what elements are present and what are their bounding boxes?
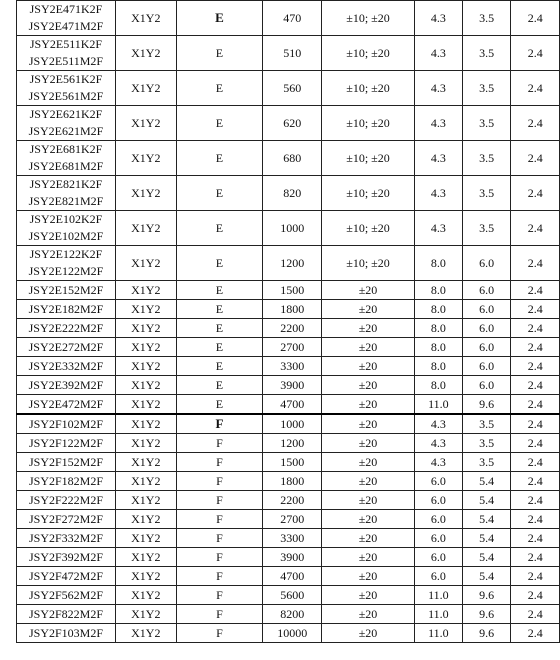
tolerance-cell: ±10; ±20 — [322, 211, 415, 246]
tolerance-cell: ±10; ±20 — [322, 176, 415, 211]
class-cell: X1Y2 — [115, 395, 176, 415]
capacitor-part-table — [16, 0, 560, 643]
part-number: JSY2E152M2F — [28, 282, 104, 297]
capacitance-cell: 2200 — [263, 319, 322, 338]
part-number: JSY2F102M2F — [28, 416, 103, 431]
part-number: JSY2E511M2F — [28, 54, 104, 68]
thickness-cell: 9.6 — [462, 624, 511, 643]
part-number: JSY2F392M2F — [28, 549, 103, 564]
part-number-cell — [17, 453, 116, 472]
tolerance-cell: ±10; ±20 — [322, 106, 415, 141]
class-cell: X1Y2 — [115, 36, 176, 71]
diameter-cell: 4.3 — [414, 71, 462, 106]
table-row — [17, 319, 560, 338]
class-cell: X1Y2 — [115, 211, 176, 246]
series-cell: F — [176, 453, 263, 472]
series-cell: F — [176, 414, 263, 434]
part-number: JSY2F122M2F — [28, 435, 103, 450]
thickness-cell: 5.4 — [462, 548, 511, 567]
pitch-cell: 2.4 — [511, 586, 560, 605]
class-cell: X1Y2 — [115, 319, 176, 338]
class-cell: X1Y2 — [115, 246, 176, 281]
tolerance-cell: ±20 — [322, 376, 415, 395]
part-number-cell — [17, 319, 116, 338]
tolerance-cell: ±20 — [322, 281, 415, 300]
part-number-cell — [17, 357, 116, 376]
part-number: JSY2F182M2F — [28, 473, 103, 488]
part-number-cell — [17, 246, 116, 281]
capacitance-cell: 4700 — [263, 395, 322, 415]
part-number: JSY2E681K2F — [29, 142, 103, 156]
class-cell: X1Y2 — [115, 357, 176, 376]
thickness-cell: 3.5 — [462, 414, 511, 434]
series-cell: F — [176, 529, 263, 548]
part-number: JSY2E122M2F — [28, 264, 104, 278]
capacitance-cell: 5600 — [263, 586, 322, 605]
part-number-cell — [17, 71, 116, 106]
diameter-cell: 4.3 — [414, 414, 462, 434]
class-cell: X1Y2 — [115, 300, 176, 319]
capacitance-cell: 4700 — [263, 567, 322, 586]
tolerance-cell: ±10; ±20 — [322, 1, 415, 36]
part-number: JSY2E472M2F — [28, 396, 104, 411]
part-number: JSY2E332M2F — [28, 358, 104, 373]
pitch-cell: 2.4 — [511, 319, 560, 338]
capacitance-cell: 2200 — [263, 491, 322, 510]
thickness-cell: 5.4 — [462, 491, 511, 510]
series-cell: E — [176, 319, 263, 338]
class-cell: X1Y2 — [115, 1, 176, 36]
part-number: JSY2E102K2F — [29, 212, 103, 226]
part-number-cell — [17, 567, 116, 586]
part-number: JSY2F472M2F — [28, 568, 103, 583]
series-cell: E — [176, 395, 263, 415]
tolerance-cell: ±10; ±20 — [322, 141, 415, 176]
part-number-cell — [17, 605, 116, 624]
series-cell: E — [176, 141, 263, 176]
thickness-cell: 3.5 — [462, 106, 511, 141]
thickness-cell: 6.0 — [462, 357, 511, 376]
part-number-cell — [17, 529, 116, 548]
class-cell: X1Y2 — [115, 624, 176, 643]
capacitance-cell: 2700 — [263, 338, 322, 357]
capacitance-cell: 1200 — [263, 246, 322, 281]
pitch-cell: 2.4 — [511, 605, 560, 624]
class-cell: X1Y2 — [115, 453, 176, 472]
table-row — [17, 605, 560, 624]
tolerance-cell: ±20 — [322, 586, 415, 605]
pitch-cell: 2.4 — [511, 434, 560, 453]
diameter-cell: 6.0 — [414, 491, 462, 510]
table-row — [17, 529, 560, 548]
series-cell: E — [176, 281, 263, 300]
diameter-cell: 8.0 — [414, 281, 462, 300]
pitch-cell: 2.4 — [511, 281, 560, 300]
diameter-cell: 4.3 — [414, 1, 462, 36]
table-row — [17, 567, 560, 586]
capacitance-cell: 1800 — [263, 300, 322, 319]
capacitance-cell: 470 — [263, 1, 322, 36]
tolerance-cell: ±20 — [322, 300, 415, 319]
part-number: JSY2E471M2F — [28, 19, 104, 33]
part-number: JSY2F152M2F — [28, 454, 103, 469]
diameter-cell: 4.3 — [414, 453, 462, 472]
capacitance-cell: 1200 — [263, 434, 322, 453]
series-cell: F — [176, 567, 263, 586]
capacitance-cell: 620 — [263, 106, 322, 141]
class-cell: X1Y2 — [115, 338, 176, 357]
thickness-cell: 6.0 — [462, 281, 511, 300]
tolerance-cell: ±20 — [322, 319, 415, 338]
class-cell: X1Y2 — [115, 141, 176, 176]
table-row — [17, 548, 560, 567]
part-number-cell — [17, 434, 116, 453]
capacitance-cell: 3900 — [263, 548, 322, 567]
diameter-cell: 8.0 — [414, 376, 462, 395]
pitch-cell: 2.4 — [511, 246, 560, 281]
thickness-cell: 3.5 — [462, 453, 511, 472]
part-number: JSY2E471K2F — [29, 2, 103, 16]
pitch-cell: 2.4 — [511, 36, 560, 71]
series-cell: F — [176, 624, 263, 643]
class-cell: X1Y2 — [115, 529, 176, 548]
diameter-cell: 8.0 — [414, 246, 462, 281]
table-row — [17, 106, 560, 141]
capacitance-cell: 820 — [263, 176, 322, 211]
table-body — [17, 1, 560, 643]
part-number: JSY2F332M2F — [28, 530, 103, 545]
thickness-cell: 6.0 — [462, 319, 511, 338]
pitch-cell: 2.4 — [511, 357, 560, 376]
part-number: JSY2E182M2F — [28, 301, 104, 316]
diameter-cell: 4.3 — [414, 106, 462, 141]
tolerance-cell: ±20 — [322, 357, 415, 376]
series-cell: E — [176, 300, 263, 319]
table-row — [17, 211, 560, 246]
diameter-cell: 8.0 — [414, 300, 462, 319]
series-cell: E — [176, 338, 263, 357]
table-row — [17, 246, 560, 281]
part-number: JSY2E561K2F — [29, 72, 103, 86]
series-cell: E — [176, 357, 263, 376]
diameter-cell: 4.3 — [414, 36, 462, 71]
capacitance-cell: 1500 — [263, 281, 322, 300]
pitch-cell: 2.4 — [511, 300, 560, 319]
tolerance-cell: ±20 — [322, 624, 415, 643]
diameter-cell: 11.0 — [414, 395, 462, 415]
series-cell: F — [176, 472, 263, 491]
capacitance-cell: 560 — [263, 71, 322, 106]
part-number: JSY2E272M2F — [28, 339, 104, 354]
part-number: JSY2E681M2F — [28, 159, 104, 173]
thickness-cell: 5.4 — [462, 510, 511, 529]
capacitance-cell: 510 — [263, 36, 322, 71]
part-number: JSY2E821K2F — [29, 177, 103, 191]
table-row — [17, 71, 560, 106]
table-row — [17, 624, 560, 643]
tolerance-cell: ±10; ±20 — [322, 36, 415, 71]
table-row — [17, 141, 560, 176]
tolerance-cell: ±10; ±20 — [322, 71, 415, 106]
part-number: JSY2F222M2F — [28, 492, 103, 507]
part-number: JSY2F562M2F — [28, 587, 103, 602]
series-cell: E — [176, 246, 263, 281]
pitch-cell: 2.4 — [511, 472, 560, 491]
class-cell: X1Y2 — [115, 586, 176, 605]
tolerance-cell: ±20 — [322, 567, 415, 586]
tolerance-cell: ±20 — [322, 472, 415, 491]
pitch-cell: 2.4 — [511, 529, 560, 548]
tolerance-cell: ±20 — [322, 510, 415, 529]
tolerance-cell: ±20 — [322, 529, 415, 548]
diameter-cell: 4.3 — [414, 434, 462, 453]
diameter-cell: 6.0 — [414, 510, 462, 529]
capacitance-cell: 1800 — [263, 472, 322, 491]
thickness-cell: 6.0 — [462, 376, 511, 395]
diameter-cell: 11.0 — [414, 624, 462, 643]
class-cell: X1Y2 — [115, 510, 176, 529]
thickness-cell: 3.5 — [462, 71, 511, 106]
tolerance-cell: ±20 — [322, 338, 415, 357]
series-cell: F — [176, 548, 263, 567]
table-row — [17, 510, 560, 529]
diameter-cell: 6.0 — [414, 529, 462, 548]
table-row — [17, 1, 560, 36]
diameter-cell: 8.0 — [414, 319, 462, 338]
class-cell: X1Y2 — [115, 414, 176, 434]
thickness-cell: 6.0 — [462, 338, 511, 357]
part-number: JSY2E511K2F — [29, 37, 103, 51]
thickness-cell: 6.0 — [462, 300, 511, 319]
diameter-cell: 11.0 — [414, 586, 462, 605]
part-number: JSY2E561M2F — [28, 89, 104, 103]
part-number-cell — [17, 36, 116, 71]
tolerance-cell: ±20 — [322, 548, 415, 567]
part-number: JSY2E102M2F — [28, 229, 104, 243]
series-cell: E — [176, 71, 263, 106]
thickness-cell: 3.5 — [462, 36, 511, 71]
table-row — [17, 434, 560, 453]
table-row — [17, 414, 560, 434]
part-number: JSY2E821M2F — [28, 194, 104, 208]
pitch-cell: 2.4 — [511, 395, 560, 415]
thickness-cell: 3.5 — [462, 211, 511, 246]
capacitance-cell: 10000 — [263, 624, 322, 643]
class-cell: X1Y2 — [115, 176, 176, 211]
thickness-cell: 5.4 — [462, 567, 511, 586]
part-number-cell — [17, 395, 116, 415]
pitch-cell: 2.4 — [511, 491, 560, 510]
pitch-cell: 2.4 — [511, 106, 560, 141]
pitch-cell: 2.4 — [511, 548, 560, 567]
diameter-cell: 6.0 — [414, 548, 462, 567]
capacitance-cell: 680 — [263, 141, 322, 176]
series-cell: F — [176, 605, 263, 624]
thickness-cell: 3.5 — [462, 1, 511, 36]
table-row — [17, 176, 560, 211]
series-cell: E — [176, 36, 263, 71]
class-cell: X1Y2 — [115, 434, 176, 453]
capacitance-cell: 8200 — [263, 605, 322, 624]
thickness-cell: 3.5 — [462, 176, 511, 211]
diameter-cell: 4.3 — [414, 211, 462, 246]
series-cell: E — [176, 106, 263, 141]
tolerance-cell: ±20 — [322, 395, 415, 415]
pitch-cell: 2.4 — [511, 624, 560, 643]
series-cell: F — [176, 491, 263, 510]
pitch-cell: 2.4 — [511, 71, 560, 106]
diameter-cell: 8.0 — [414, 338, 462, 357]
pitch-cell: 2.4 — [511, 510, 560, 529]
part-number-cell — [17, 510, 116, 529]
tolerance-cell: ±20 — [322, 491, 415, 510]
table-row — [17, 36, 560, 71]
table-row — [17, 472, 560, 491]
table-row — [17, 586, 560, 605]
capacitance-cell: 3300 — [263, 357, 322, 376]
part-number: JSY2E222M2F — [28, 320, 104, 335]
class-cell: X1Y2 — [115, 281, 176, 300]
class-cell: X1Y2 — [115, 376, 176, 395]
class-cell: X1Y2 — [115, 106, 176, 141]
part-number: JSY2F822M2F — [28, 606, 103, 621]
pitch-cell: 2.4 — [511, 376, 560, 395]
thickness-cell: 9.6 — [462, 605, 511, 624]
part-number-cell — [17, 338, 116, 357]
part-number-cell — [17, 300, 116, 319]
series-cell: E — [176, 376, 263, 395]
part-number-cell — [17, 106, 116, 141]
capacitance-cell: 1500 — [263, 453, 322, 472]
thickness-cell: 3.5 — [462, 141, 511, 176]
diameter-cell: 4.3 — [414, 176, 462, 211]
tolerance-cell: ±10; ±20 — [322, 246, 415, 281]
class-cell: X1Y2 — [115, 567, 176, 586]
pitch-cell: 2.4 — [511, 567, 560, 586]
diameter-cell: 11.0 — [414, 605, 462, 624]
capacitance-cell: 1000 — [263, 211, 322, 246]
class-cell: X1Y2 — [115, 71, 176, 106]
table-row — [17, 491, 560, 510]
pitch-cell: 2.4 — [511, 141, 560, 176]
thickness-cell: 9.6 — [462, 586, 511, 605]
tolerance-cell: ±20 — [322, 605, 415, 624]
diameter-cell: 6.0 — [414, 472, 462, 491]
part-number: JSY2E392M2F — [28, 377, 104, 392]
series-cell: F — [176, 586, 263, 605]
pitch-cell: 2.4 — [511, 338, 560, 357]
series-cell: E — [176, 176, 263, 211]
class-cell: X1Y2 — [115, 491, 176, 510]
class-cell: X1Y2 — [115, 472, 176, 491]
capacitance-cell: 3300 — [263, 529, 322, 548]
tolerance-cell: ±20 — [322, 453, 415, 472]
part-number: JSY2F272M2F — [28, 511, 103, 526]
class-cell: X1Y2 — [115, 548, 176, 567]
part-number-cell — [17, 211, 116, 246]
capacitance-cell: 1000 — [263, 414, 322, 434]
table-row — [17, 357, 560, 376]
part-number-cell — [17, 281, 116, 300]
series-cell: E — [176, 1, 263, 36]
part-number-cell — [17, 472, 116, 491]
part-number-cell — [17, 624, 116, 643]
pitch-cell: 2.4 — [511, 453, 560, 472]
series-cell: F — [176, 510, 263, 529]
thickness-cell: 6.0 — [462, 246, 511, 281]
part-number-cell — [17, 141, 116, 176]
tolerance-cell: ±20 — [322, 434, 415, 453]
thickness-cell: 3.5 — [462, 434, 511, 453]
thickness-cell: 5.4 — [462, 472, 511, 491]
pitch-cell: 2.4 — [511, 176, 560, 211]
part-number: JSY2E621K2F — [29, 107, 103, 121]
series-cell: F — [176, 434, 263, 453]
part-number-cell — [17, 176, 116, 211]
part-number-cell — [17, 491, 116, 510]
capacitance-cell: 3900 — [263, 376, 322, 395]
pitch-cell: 2.4 — [511, 414, 560, 434]
tolerance-cell: ±20 — [322, 414, 415, 434]
thickness-cell: 5.4 — [462, 529, 511, 548]
table-row — [17, 300, 560, 319]
table-row — [17, 338, 560, 357]
part-number-cell — [17, 1, 116, 36]
part-number-cell — [17, 586, 116, 605]
part-number: JSY2F103M2F — [28, 625, 103, 640]
table-row — [17, 395, 560, 415]
part-number: JSY2E621M2F — [28, 124, 104, 138]
series-cell: E — [176, 211, 263, 246]
part-number-cell — [17, 376, 116, 395]
part-number-cell — [17, 548, 116, 567]
class-cell: X1Y2 — [115, 605, 176, 624]
part-number-cell — [17, 414, 116, 434]
table-row — [17, 453, 560, 472]
diameter-cell: 8.0 — [414, 357, 462, 376]
diameter-cell: 4.3 — [414, 141, 462, 176]
table-row — [17, 376, 560, 395]
part-number: JSY2E122K2F — [29, 247, 103, 261]
pitch-cell: 2.4 — [511, 1, 560, 36]
table-row — [17, 281, 560, 300]
diameter-cell: 6.0 — [414, 567, 462, 586]
pitch-cell: 2.4 — [511, 211, 560, 246]
thickness-cell: 9.6 — [462, 395, 511, 415]
capacitance-cell: 2700 — [263, 510, 322, 529]
